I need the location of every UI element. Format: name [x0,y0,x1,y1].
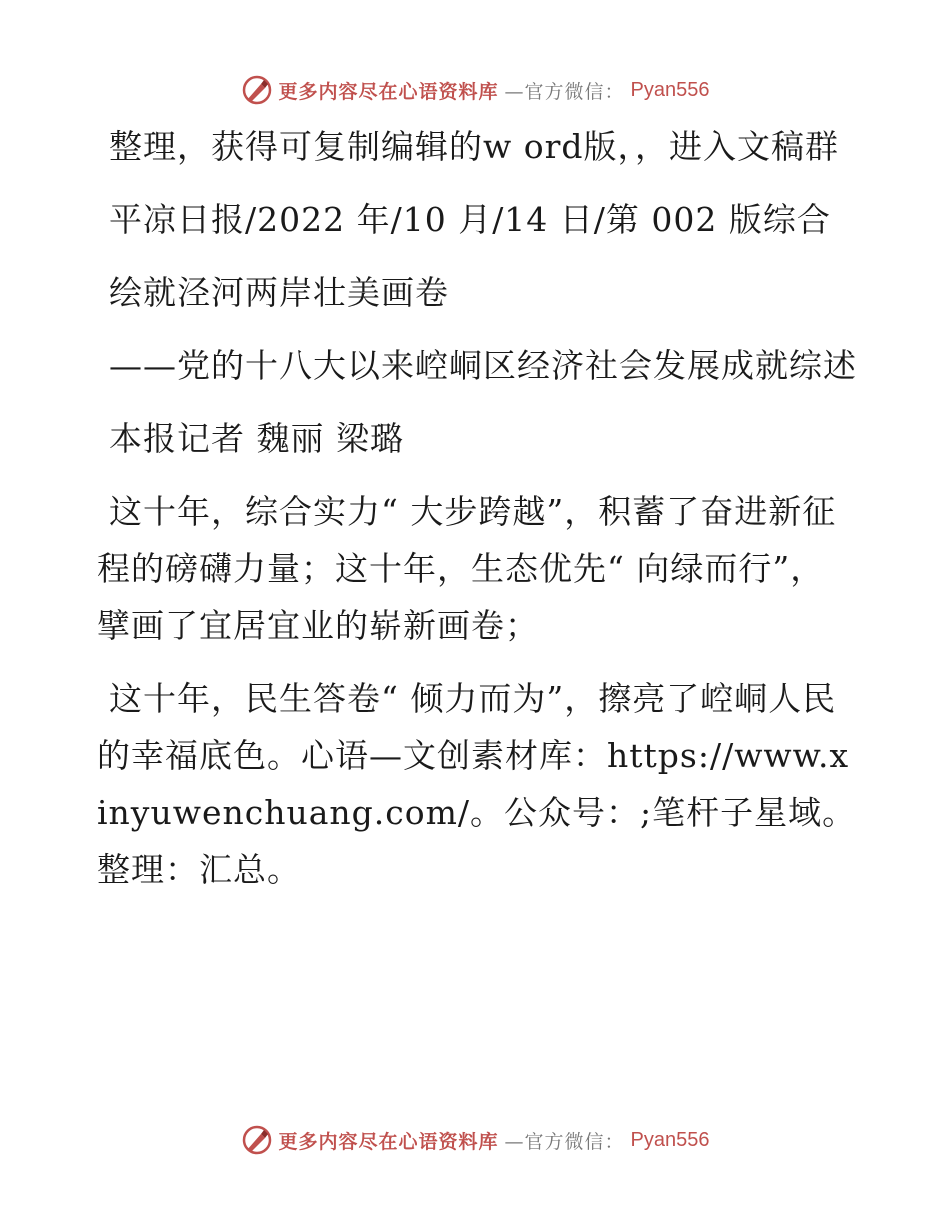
header-banner-text: 更多内容尽在心语资料库 [278,80,499,103]
footer-banner-text: 更多内容尽在心语资料库 [278,1130,499,1153]
article-title: 绘就泾河两岸壮美画卷 [109,273,449,312]
footer-banner-separator: —官方微信： [504,1130,625,1153]
byline: 本报记者 魏丽 梁璐 [109,419,404,458]
header-banner [0,70,950,110]
pen-logo-icon [241,1124,273,1156]
footer-banner-id: Pyan556 [630,1128,710,1151]
body-paragraph-2: 这十年，民生答卷“ 倾力而为”，擦亮了崆峒人民的幸福底色。心语—文创素材库：https://www.xinyuwenchuang.com/。公众号：;笔杆子星域。整理：汇总。 [97,679,857,889]
intro-paragraph: 整理，获得可复制编辑的w ord版，，进入文稿群 [109,127,840,166]
article-subtitle: ——党的十八大以来崆峒区经济社会发展成就综述 [109,346,857,385]
body-paragraph-1: 这十年，综合实力“ 大步跨越”，积蓄了奋进新征程的磅礴力量；这十年，生态优先“ 向绿而行”，擘画了宜居宜业的崭新画卷； [97,492,837,645]
source-line: 平凉日报/2022 年/10 月/14 日/第 002 版综合 [109,200,831,239]
header-banner-id: Pyan556 [630,78,710,101]
header-banner-separator: —官方微信： [504,80,625,103]
pen-logo-icon [241,74,273,106]
footer-banner [0,1120,950,1160]
document-body [97,118,857,914]
